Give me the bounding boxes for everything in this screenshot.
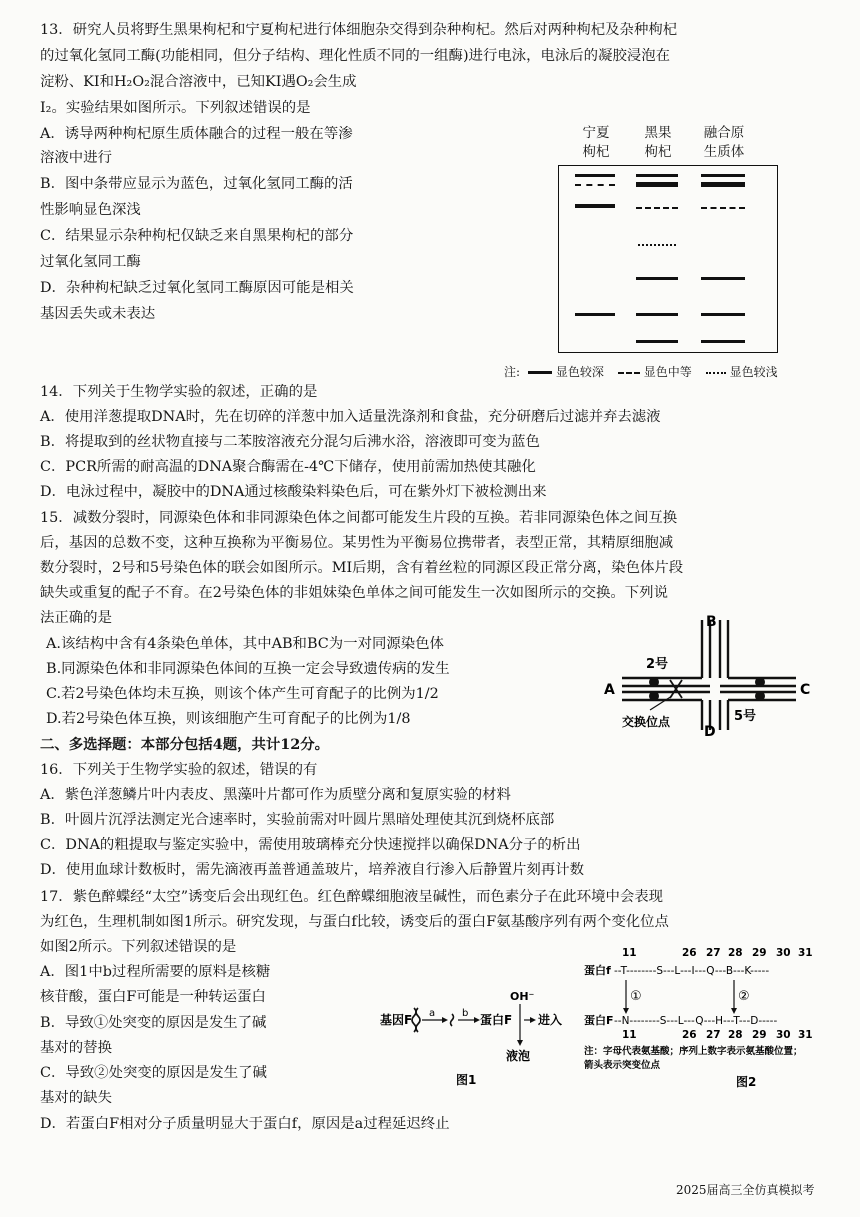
position-number: 11 bbox=[622, 947, 637, 959]
position-number: 27 bbox=[706, 947, 721, 959]
q15-option-b: B.同源染色体和非同源染色体间的互换一定会导致遗传病的发生 bbox=[46, 661, 450, 677]
gel-band bbox=[701, 313, 745, 316]
gel-header-heiguo: 黑果 枸杞 bbox=[644, 125, 672, 160]
position-number: 29 bbox=[752, 947, 767, 959]
q13-stem-line-4: I₂。实验结果如图所示。下列叙述错误的是 bbox=[40, 100, 311, 116]
q14-option-a: A．使用洋葱提取DNA时，先在切碎的洋葱中加入适量洗涤剂和食盐，充分研磨后过滤并弃去滤液 bbox=[40, 409, 661, 425]
vacuole-label: 液泡 bbox=[506, 1049, 531, 1063]
gel-band bbox=[638, 244, 676, 246]
chromosome-5-label: 5号 bbox=[734, 709, 757, 724]
figure-2-note-line-1: 注：字母代表氨基酸；序列上数字表示氨基酸位置； bbox=[584, 1046, 803, 1057]
centromere-marker bbox=[649, 691, 659, 701]
gel-band bbox=[575, 313, 615, 316]
gel-band bbox=[701, 340, 745, 343]
q13-option-b-cont: 性影响显色深浅 bbox=[40, 202, 141, 218]
position-number: 27 bbox=[706, 1029, 721, 1041]
protein-f-label: 蛋白F bbox=[480, 1013, 513, 1027]
legend-light-swatch bbox=[706, 372, 726, 374]
mutation-marker-2: ② bbox=[738, 989, 750, 1004]
protein-F-row-label: 蛋白F bbox=[584, 1014, 614, 1027]
q15-option-a: A.该结构中含有4条染色单体，其中AB和BC为一对同源染色体 bbox=[46, 636, 444, 652]
gel-band bbox=[701, 182, 745, 187]
q15-stem-line-2: 后，基因的总数不变，这种互换称为平衡易位。某男性为平衡易位携带者，表型正常，其精原细胞减 bbox=[40, 535, 674, 551]
q15-stem-line-4: 缺失或重复的配子不育。在2号染色体的非姐妹染色单体之间可能发生一次如图所示的交换。下列说 bbox=[40, 585, 668, 601]
protein-f-sequence: --T--------S---L---I---Q---B---K----- bbox=[614, 965, 770, 977]
mutation-marker-1: ① bbox=[630, 989, 642, 1004]
process-b-label: b bbox=[462, 1008, 469, 1019]
q16-option-a: A．紫色洋葱鳞片叶内表皮、黑藻叶片都可作为质壁分离和复原实验的材料 bbox=[40, 787, 511, 803]
figure-2-caption: 图2 bbox=[736, 1075, 757, 1089]
q15-stem-line-5: 法正确的是 bbox=[40, 610, 112, 626]
q17-option-b-cont: 基对的替换 bbox=[40, 1040, 112, 1056]
q13-stem-line-2: 的过氧化氢同工酶(功能相同，但分子结构、理化性质不同的一组酶)进行电泳，电泳后的凝胶浸泡在 bbox=[40, 48, 671, 64]
q15-stem-line-3: 数分裂时，2号和5号染色体的联会如图所示。MⅠ后期，含有着丝粒的同源区段正常分离，染色体片段 bbox=[40, 560, 684, 576]
position-number: 28 bbox=[728, 1029, 743, 1041]
q14-option-d: D．电泳过程中，凝胶中的DNA通过核酸染料染色后，可在紫外灯下被检测出来 bbox=[40, 484, 547, 500]
diagram-label-a: A bbox=[604, 682, 615, 698]
gel-header-ningxia: 宁夏 枸杞 bbox=[582, 125, 610, 160]
gel-band bbox=[575, 204, 615, 208]
top-position-numbers bbox=[622, 947, 813, 959]
q13-option-c: C．结果显示杂种枸杞仅缺乏来自黑果枸杞的部分 bbox=[40, 228, 354, 244]
diagram-label-d: D bbox=[704, 724, 716, 738]
crossover-site-label: 交换位点 bbox=[622, 715, 671, 729]
q17-option-b: B．导致①处突变的原因是发生了碱 bbox=[40, 1015, 267, 1031]
position-number: 29 bbox=[752, 1029, 767, 1041]
gel-box bbox=[558, 165, 778, 353]
arrow-head bbox=[623, 1008, 629, 1014]
q17-option-d: D．若蛋白F相对分子质量明显大于蛋白f，原因是a过程延迟终止 bbox=[40, 1116, 450, 1132]
position-number: 28 bbox=[728, 947, 743, 959]
q14-option-c: C．PCR所需的耐高温的DNA聚合酶需在-4℃下储存，使用前需加热使其融化 bbox=[40, 459, 536, 475]
gel-band bbox=[636, 207, 678, 209]
gel-header-fusion: 融合原 生质体 bbox=[703, 125, 745, 160]
mrna-icon bbox=[451, 1014, 454, 1026]
q14-stem: 14．下列关于生物学实验的叙述，正确的是 bbox=[40, 384, 318, 400]
dna-helix-icon bbox=[416, 1008, 420, 1032]
position-number: 31 bbox=[798, 947, 813, 959]
centromere-marker bbox=[755, 691, 765, 701]
q17-stem-line-2: 为红色，生理机制如图1所示。研究发现，与蛋白f比较，诱变后的蛋白F氨基酸序列有两个变化位点 bbox=[40, 914, 669, 930]
q16-option-b: B．叶圆片沉浮法测定光合速率时，实验前需对叶圆片黑暗处理使其沉到烧杯底部 bbox=[40, 812, 555, 828]
centromere-marker bbox=[649, 677, 659, 687]
position-number: 11 bbox=[622, 1029, 637, 1041]
q15-option-c: C.若2号染色体均未互换，则该个体产生可育配子的比例为1/2 bbox=[46, 686, 439, 702]
q13-option-a: A．诱导两种枸杞原生质体融合的过程一般在等渗 bbox=[40, 126, 353, 142]
section-2-heading: 二、多选择题：本部分包括4题，共计12分。 bbox=[40, 736, 330, 753]
position-number: 31 bbox=[798, 1029, 813, 1041]
q13-stem-line-1: 13．研究人员将野生黑果枸杞和宁夏枸杞进行体细胞杂交得到杂种枸杞。然后对两种枸杞及杂种枸杞 bbox=[40, 22, 678, 38]
position-number: 26 bbox=[682, 947, 697, 959]
arrow-head bbox=[442, 1017, 448, 1023]
diagram-label-b: B bbox=[706, 614, 717, 630]
figure-2 bbox=[582, 944, 852, 1094]
q13-option-d-cont: 基因丢失或未表达 bbox=[40, 306, 156, 322]
gel-band bbox=[636, 174, 678, 177]
gel-band bbox=[636, 313, 678, 316]
process-a-label: a bbox=[429, 1008, 436, 1019]
diagram-label-c: C bbox=[800, 682, 811, 698]
gel-band bbox=[636, 182, 678, 187]
q17-stem-line-1: 17．紫色醉蝶经“太空”诱变后会出现红色。红色醉蝶细胞液呈碱性，而色素分子在此环境中会表现 bbox=[40, 889, 664, 905]
q17-option-a-cont: 核苷酸，蛋白F可能是一种转运蛋白 bbox=[40, 989, 266, 1005]
position-number: 30 bbox=[776, 947, 791, 959]
figure-1 bbox=[376, 988, 576, 1088]
q13-stem-line-3: 淀粉、KI和H₂O₂混合溶液中，已知KI遇O₂会生成 bbox=[40, 74, 357, 90]
gel-legend: 注: 显色较深 显色中等 显色较浅 bbox=[504, 365, 778, 379]
q15-option-d: D.若2号染色体互换，则该细胞产生可育配子的比例为1/8 bbox=[46, 711, 411, 727]
legend-medium-swatch bbox=[618, 372, 640, 374]
arrow-head bbox=[530, 1017, 536, 1023]
gel-band bbox=[575, 184, 615, 186]
gel-band bbox=[701, 174, 745, 177]
legend-dark-swatch bbox=[528, 371, 552, 374]
q13-option-d: D．杂种枸杞缺乏过氧化氢同工酶原因可能是相关 bbox=[40, 280, 354, 296]
protein-F-sequence: --N--------S---L---Q---H---T---D----- bbox=[614, 1015, 778, 1027]
position-number: 26 bbox=[682, 1029, 697, 1041]
page-footer: 2025届高三全仿真模拟考 bbox=[676, 1183, 815, 1197]
centromere-marker bbox=[755, 677, 765, 687]
position-number: 30 bbox=[776, 1029, 791, 1041]
q16-stem: 16．下列关于生物学实验的叙述，错误的有 bbox=[40, 762, 318, 778]
gel-band bbox=[636, 277, 678, 280]
q15-stem-line-1: 15．减数分裂时，同源染色体和非同源染色体之间都可能发生片段的互换。若非同源染色体之间互换 bbox=[40, 510, 678, 526]
q13-option-a-cont: 溶液中进行 bbox=[40, 150, 112, 166]
hydroxide-label: OH⁻ bbox=[510, 990, 535, 1003]
enter-label: 进入 bbox=[538, 1013, 563, 1027]
q13-option-b: B．图中条带应显示为蓝色，过氧化氢同工酶的活 bbox=[40, 176, 353, 192]
q13-option-c-cont: 过氧化氢同工酶 bbox=[40, 254, 141, 270]
q14-option-b: B．将提取到的丝状物直接与二苯胺溶液充分混匀后沸水浴，溶液即可变为蓝色 bbox=[40, 434, 540, 450]
q16-option-d: D．使用血球计数板时，需先滴液再盖普通盖玻片，培养液自行渗入后静置片刻再计数 bbox=[40, 862, 584, 878]
protein-f-row-label: 蛋白f bbox=[584, 964, 611, 977]
q16-option-c: C．DNA的粗提取与鉴定实验中，需使用玻璃棒充分快速搅拌以确保DNA分子的析出 bbox=[40, 837, 581, 853]
gene-f-label: 基因F bbox=[380, 1013, 413, 1027]
q17-option-a: A．图1中b过程所需要的原料是核糖 bbox=[40, 964, 271, 980]
q17-stem-line-3: 如图2所示。下列叙述错误的是 bbox=[40, 939, 237, 955]
q17-option-c-cont: 基对的缺失 bbox=[40, 1090, 112, 1106]
chromosome-diagram bbox=[600, 612, 820, 738]
figure-2-note-line-2: 箭头表示突变位点 bbox=[584, 1060, 661, 1071]
gel-band bbox=[701, 277, 745, 280]
gel-band bbox=[701, 207, 745, 209]
q17-option-c: C．导致②处突变的原因是发生了碱 bbox=[40, 1065, 267, 1081]
figure-1-caption: 图1 bbox=[456, 1073, 477, 1087]
chromosome-2-label: 2号 bbox=[646, 657, 669, 672]
arrow-head bbox=[517, 1040, 523, 1046]
gel-band bbox=[636, 340, 678, 343]
gel-band bbox=[575, 174, 615, 177]
bottom-position-numbers bbox=[622, 1029, 813, 1041]
arrow-head bbox=[731, 1008, 737, 1014]
